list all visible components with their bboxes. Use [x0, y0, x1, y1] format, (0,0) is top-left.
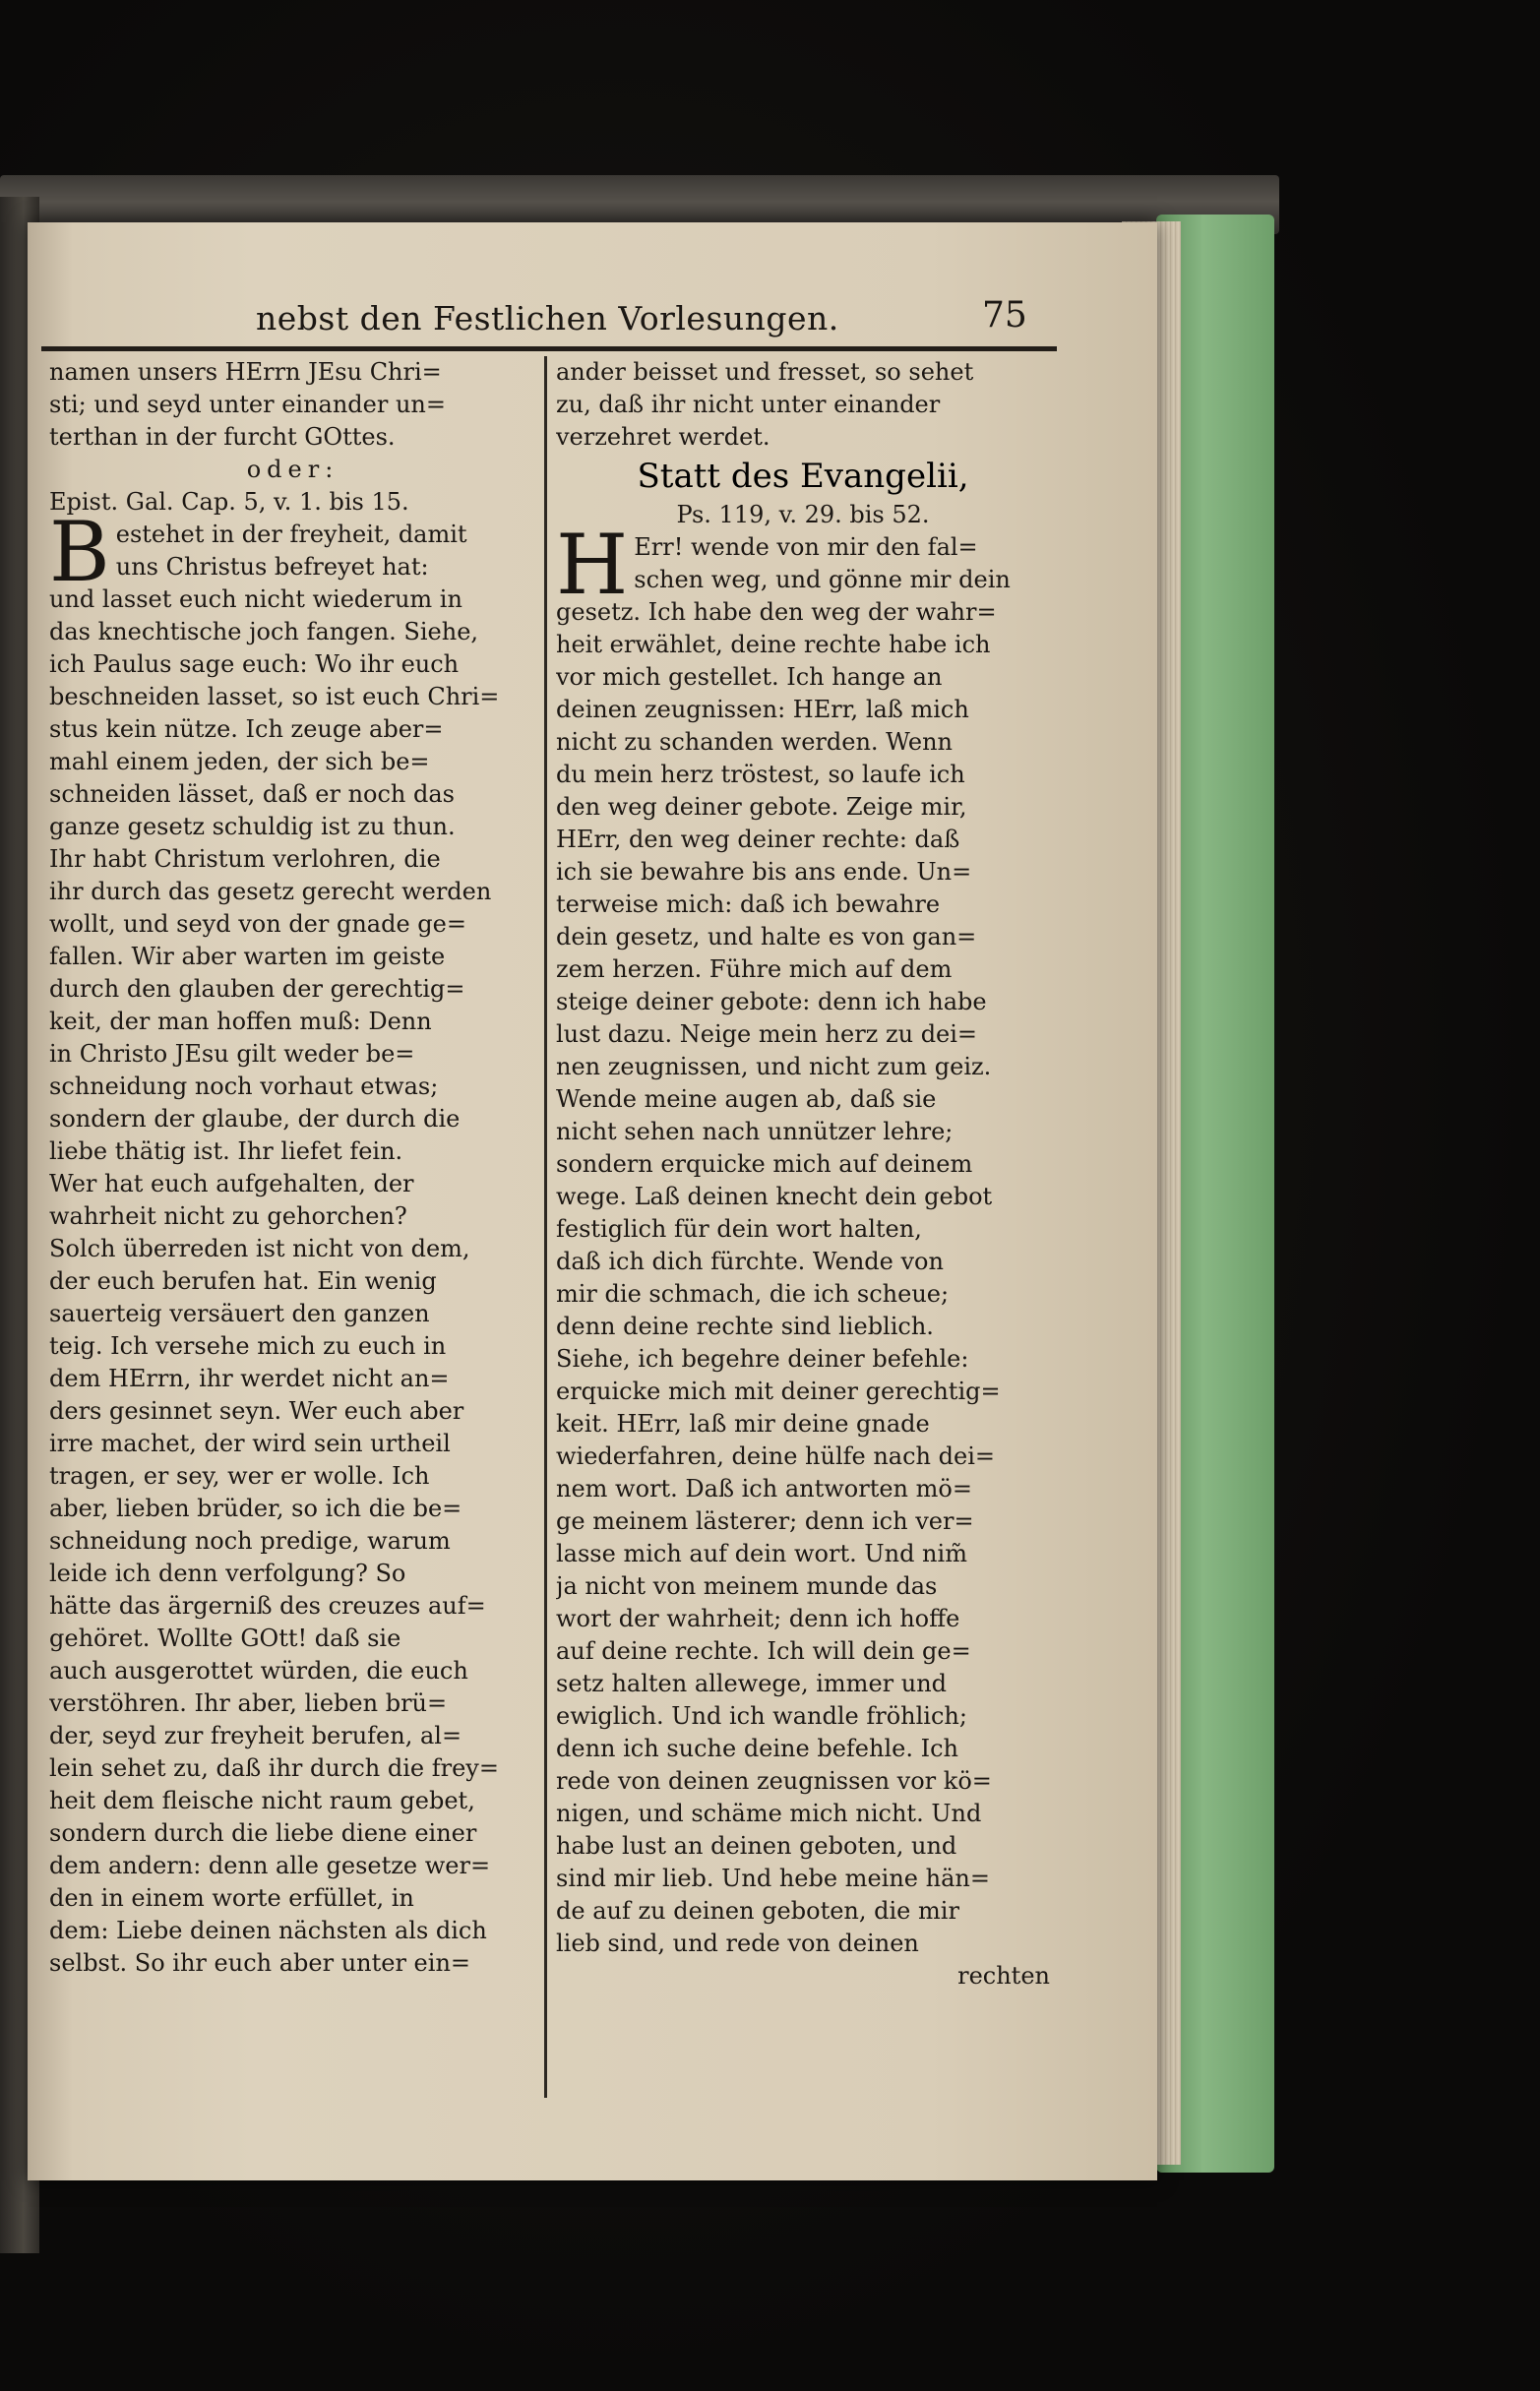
text-line: keit. HErr, laß mir deine gnade [556, 1410, 930, 1438]
text-line: liebe thätig ist. Ihr liefet fein. [49, 1137, 403, 1165]
text-line: hätte das ärgerniß des creuzes auf= [49, 1592, 486, 1620]
text-line: irre machet, der wird sein urtheil [49, 1430, 451, 1457]
text-line: in Christo JEsu gilt weder be= [49, 1040, 415, 1068]
text-line: verzehret werdet. [556, 423, 770, 451]
text-line: tragen, er sey, wer er wolle. Ich [49, 1462, 430, 1490]
text-line: verstöhren. Ihr aber, lieben brü= [49, 1689, 448, 1717]
text-line: nigen, und schäme mich nicht. Und [556, 1800, 982, 1827]
text-line: Wende meine augen ab, daß sie [556, 1085, 937, 1113]
text-line: sondern erquicke mich auf deinem [556, 1150, 973, 1178]
text-line: Ihr habt Christum verlohren, die [49, 845, 441, 873]
text-line: uns Christus befreyet hat: [115, 553, 429, 581]
text-line: auch ausgerottet würden, die euch [49, 1657, 468, 1685]
text-line: ja nicht von meinem munde das [556, 1572, 938, 1600]
text-line: ewiglich. Und ich wandle fröhlich; [556, 1702, 967, 1730]
text-line: rede von deinen zeugnissen vor kö= [556, 1767, 992, 1795]
text-line: wort der wahrheit; denn ich hoffe [556, 1605, 960, 1632]
text-line: lasse mich auf dein wort. Und nim̃ [556, 1540, 967, 1567]
text-line: sauerteig versäuert den ganzen [49, 1300, 430, 1327]
text-line: lieb sind, und rede von deinen [556, 1930, 919, 1957]
text-line: daß ich dich fürchte. Wende von [556, 1248, 944, 1275]
text-line: ich sie bewahre bis ans ende. Un= [556, 858, 972, 886]
text-line: nen zeugnissen, und nicht zum geiz. [556, 1053, 992, 1080]
text-line: deinen zeugnissen: HErr, laß mich [556, 696, 969, 723]
text-line: sind mir lieb. Und hebe meine hän= [556, 1865, 990, 1892]
text-line: sondern der glaube, der durch die [49, 1105, 461, 1133]
section-heading: Statt des Evangelii, [637, 457, 969, 496]
text-line: setz halten allewege, immer und [556, 1670, 948, 1697]
text-line: schneidung noch predige, warum [49, 1527, 451, 1555]
text-line: den in einem worte erfüllet, in [49, 1884, 414, 1912]
text-line: durch den glauben der gerechtig= [49, 975, 465, 1003]
right-body-text [556, 596, 1050, 1960]
text-line: nem wort. Daß ich antworten mö= [556, 1475, 972, 1502]
text-line: stus kein nütze. Ich zeuge aber= [49, 715, 444, 743]
left-prelude [49, 356, 536, 454]
separator-word: oder: [246, 456, 339, 483]
text-line: ander beisset und fresset, so sehet [556, 358, 974, 386]
text-line: ge meinem lästerer; denn ich ver= [556, 1507, 974, 1535]
catchword: rechten [957, 1962, 1050, 1990]
dropcap-letter: B [49, 519, 110, 583]
text-line: wiederfahren, deine hülfe nach dei= [556, 1442, 995, 1470]
text-line: festiglich für dein wort halten, [556, 1215, 922, 1243]
text-line: Siehe, ich begehre deiner befehle: [556, 1345, 969, 1373]
text-line: schneidung noch vorhaut etwas; [49, 1073, 439, 1100]
text-line: sondern durch die liebe diene einer [49, 1819, 477, 1847]
header-rule [41, 346, 1057, 351]
text-line: mir die schmach, die ich scheue; [556, 1280, 950, 1308]
text-line: auf deine rechte. Ich will dein ge= [556, 1637, 971, 1665]
text-line: und lasset euch nicht wiederum in [49, 585, 462, 613]
text-line: leide ich denn verfolgung? So [49, 1560, 406, 1587]
epistle-heading: Epist. Gal. Cap. 5, v. 1. bis 15. [49, 488, 409, 516]
left-column [49, 356, 536, 1980]
text-line: zem herzen. Führe mich auf dem [556, 955, 953, 983]
text-line: du mein herz tröstest, so laufe ich [556, 761, 965, 788]
text-line: der euch berufen hat. Ein wenig [49, 1267, 437, 1295]
text-line: de auf zu deinen geboten, die mir [556, 1897, 959, 1925]
text-line: wollt, und seyd von der gnade ge= [49, 910, 466, 938]
text-line: ihr durch das gesetz gerecht werden [49, 878, 492, 905]
text-line: aber, lieben brüder, so ich die be= [49, 1495, 462, 1522]
text-line: Solch überreden ist nicht von dem, [49, 1235, 470, 1262]
text-line: wahrheit nicht zu gehorchen? [49, 1202, 407, 1230]
text-line: vor mich gestellet. Ich hange an [556, 663, 943, 691]
text-line: zu, daß ihr nicht unter einander [556, 391, 941, 418]
psalm-reference: Ps. 119, v. 29. bis 52. [676, 501, 930, 528]
text-line: den weg deiner gebote. Zeige mir, [556, 793, 967, 821]
column-divider [544, 356, 547, 2098]
text-line: der, seyd zur freyheit berufen, al= [49, 1722, 462, 1749]
text-line: keit, der man hoffen muß: Denn [49, 1008, 432, 1035]
text-line: nicht sehen nach unnützer lehre; [556, 1118, 954, 1145]
text-line: steige deiner gebote: denn ich habe [556, 988, 987, 1015]
text-line: dem: Liebe deinen nächsten als dich [49, 1917, 487, 1944]
text-line: das knechtische joch fangen. Siehe, [49, 618, 479, 645]
text-line: dem HErrn, ihr werdet nicht an= [49, 1365, 450, 1392]
text-line: dein gesetz, und halte es von gan= [556, 923, 977, 950]
text-line: namen unsers HErrn JEsu Chri= [49, 358, 442, 386]
right-column [556, 356, 1050, 1992]
text-line: ders gesinnet seyn. Wer euch aber [49, 1397, 464, 1425]
text-line: denn deine rechte sind lieblich. [556, 1313, 934, 1340]
text-line: denn ich suche deine befehle. Ich [556, 1735, 958, 1762]
text-line: gesetz. Ich habe den weg der wahr= [556, 598, 997, 626]
text-line: habe lust an deinen geboten, und [556, 1832, 957, 1860]
text-line: HErr, den weg deiner rechte: daß [556, 826, 960, 853]
left-body-text [49, 583, 536, 1980]
text-line: schneiden lässet, daß er noch das [49, 780, 455, 808]
text-line: estehet in der freyheit, damit [115, 521, 467, 548]
page-number: 75 [982, 295, 1027, 336]
text-line: heit erwählet, deine rechte habe ich [556, 631, 991, 658]
right-prelude [556, 356, 1050, 454]
text-line: lust dazu. Neige mein herz zu dei= [556, 1020, 978, 1048]
text-line: sti; und seyd unter einander un= [49, 391, 446, 418]
text-line: ich Paulus sage euch: Wo ihr euch [49, 650, 460, 678]
text-line: ganze gesetz schuldig ist zu thun. [49, 813, 456, 840]
text-line: Err! wende von mir den fal= [634, 533, 978, 561]
text-line: erquicke mich mit deiner gerechtig= [556, 1378, 1001, 1405]
text-line: gehöret. Wollte GOtt! daß sie [49, 1625, 401, 1652]
text-line: terweise mich: daß ich bewahre [556, 890, 941, 918]
text-line: teig. Ich versehe mich zu euch in [49, 1332, 447, 1360]
text-line: dem andern: denn alle gesetze wer= [49, 1852, 491, 1879]
text-line: selbst. So ihr euch aber unter ein= [49, 1949, 471, 1977]
text-line: nicht zu schanden werden. Wenn [556, 728, 953, 756]
text-line: wege. Laß deinen knecht dein gebot [556, 1183, 993, 1210]
text-line: beschneiden lasset, so ist euch Chri= [49, 683, 500, 710]
text-line: mahl einem jeden, der sich be= [49, 748, 430, 775]
text-line: Wer hat euch aufgehalten, der [49, 1170, 414, 1197]
text-line: lein sehet zu, daß ihr durch die frey= [49, 1754, 499, 1782]
text-line: fallen. Wir aber warten im geiste [49, 943, 446, 970]
dropcap-paragraph [49, 519, 536, 583]
dropcap-letter: H [556, 531, 629, 596]
text-line: heit dem fleische nicht raum gebet, [49, 1787, 475, 1814]
text-line: schen weg, und gönne mir dein [634, 566, 1011, 593]
running-head: nebst den Festlichen Vorlesungen. [256, 299, 839, 337]
dropcap-paragraph [556, 531, 1050, 596]
text-line: terthan in der furcht GOttes. [49, 423, 396, 451]
